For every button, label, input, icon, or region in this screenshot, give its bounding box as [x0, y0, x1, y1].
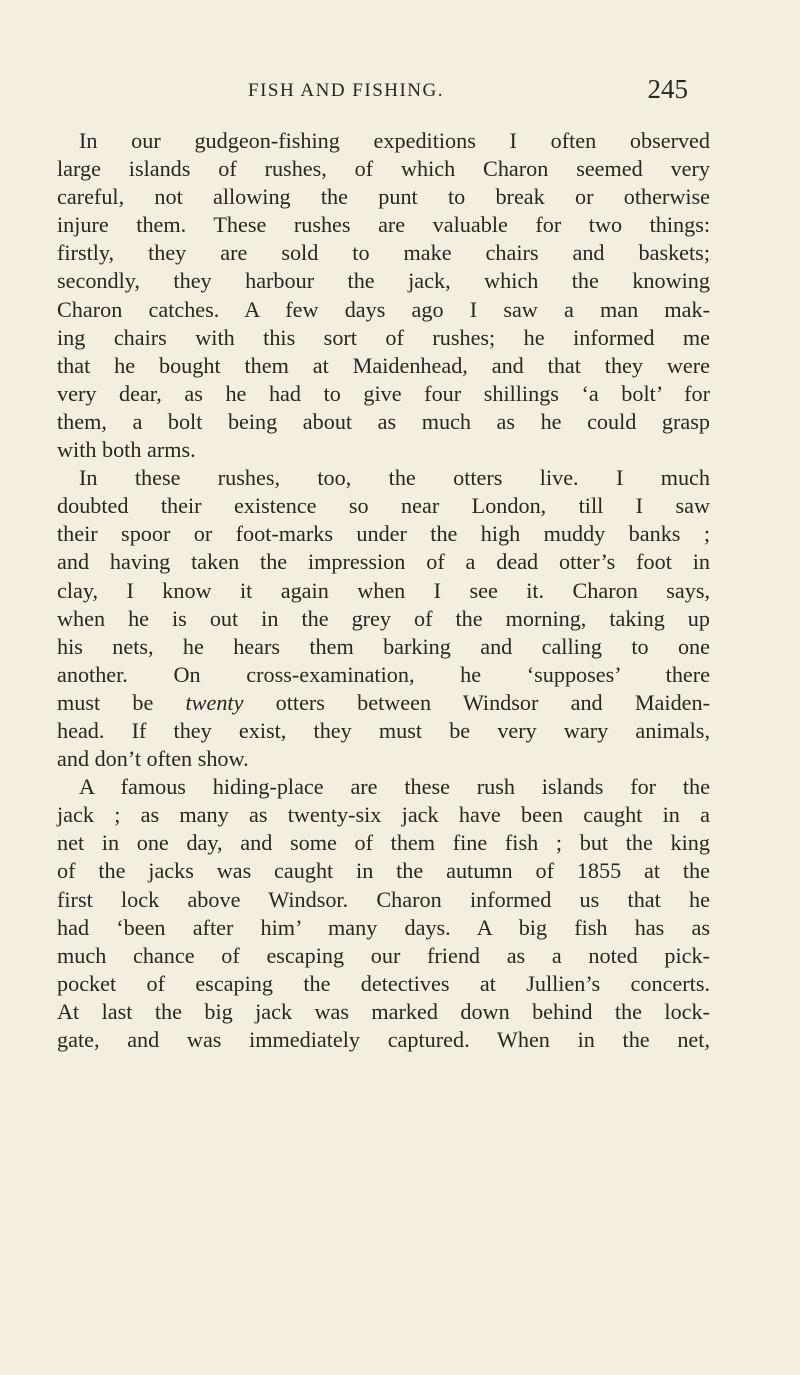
text-line: firstly, they are sold to make chairs and baskets; [57, 240, 710, 266]
text-line: injure them. These rushes are valuable for two things: [57, 212, 710, 238]
text-line: with both arms. [57, 437, 196, 463]
text-line: and don’t often show. [57, 746, 249, 772]
text-line: In our gudgeon-fishing expeditions I often observed [79, 128, 710, 153]
body-text [57, 127, 710, 1054]
text-line: ing chairs with this sort of rushes; he informed me [57, 324, 710, 350]
text-line: In these rushes, too, the otters live. I much [79, 465, 710, 491]
page-number: 245 [647, 74, 688, 104]
text-line: had ‘been after him’ many days. A big fish has as [57, 914, 710, 940]
text-line: another. On cross-examination, he ‘supposes’ there [57, 661, 710, 687]
text-line: doubted their existence so near London, till I saw [57, 493, 710, 519]
text-line: A famous hiding-place are these rush islands for the [79, 774, 710, 800]
paragraph [57, 773, 710, 1054]
text-line: that he bought them at Maidenhead, and that they were [57, 352, 710, 378]
text-line: much chance of escaping our friend as a noted pick- [57, 942, 710, 968]
text-line: large islands of rushes, of which Charon seemed very [57, 156, 710, 182]
paragraph [57, 464, 710, 773]
text-line: their spoor or foot-marks under the high muddy banks ; [57, 521, 710, 547]
text-line: gate, and was immediately captured. When in the net, [57, 1027, 710, 1052]
paragraph [57, 127, 710, 464]
text-line [57, 689, 710, 717]
text-line: when he is out in the grey of the morning, taking up [57, 605, 710, 631]
text-line: very dear, as he had to give four shillings ‘a bolt’ for [57, 380, 710, 406]
text-line: them, a bolt being about as much as he could grasp [57, 408, 710, 434]
text-segment: must be [57, 689, 186, 715]
text-line: Charon catches. A few days ago I saw a man mak- [57, 296, 710, 322]
text-line: first lock above Windsor. Charon informed us that he [57, 886, 710, 912]
text-line: At last the big jack was marked down behind the lock- [57, 998, 710, 1024]
text-line: and having taken the impression of a dead otter’s foot in [57, 549, 710, 575]
running-title: FISH AND FISHING. [248, 80, 444, 101]
text-segment: otters between Windsor and Maiden- [243, 689, 710, 715]
text-line: jack ; as many as twenty-six jack have been caught in a [57, 802, 710, 828]
text-line: clay, I know it again when I see it. Charon says, [57, 577, 710, 603]
text-line: of the jacks was caught in the autumn of 1855 at the [57, 858, 710, 884]
text-line: his nets, he hears them barking and calling to one [57, 633, 710, 659]
text-line: pocket of escaping the detectives at Jullien’s concerts. [57, 970, 710, 996]
text-line: head. If they exist, they must be very wary animals, [57, 717, 710, 743]
emphasized-text: twenty [185, 689, 244, 715]
text-line: secondly, they harbour the jack, which the knowing [57, 268, 710, 294]
page-header [248, 74, 688, 114]
text-line: net in one day, and some of them fine fish ; but the king [57, 830, 710, 856]
text-line: careful, not allowing the punt to break or otherwise [57, 184, 710, 210]
